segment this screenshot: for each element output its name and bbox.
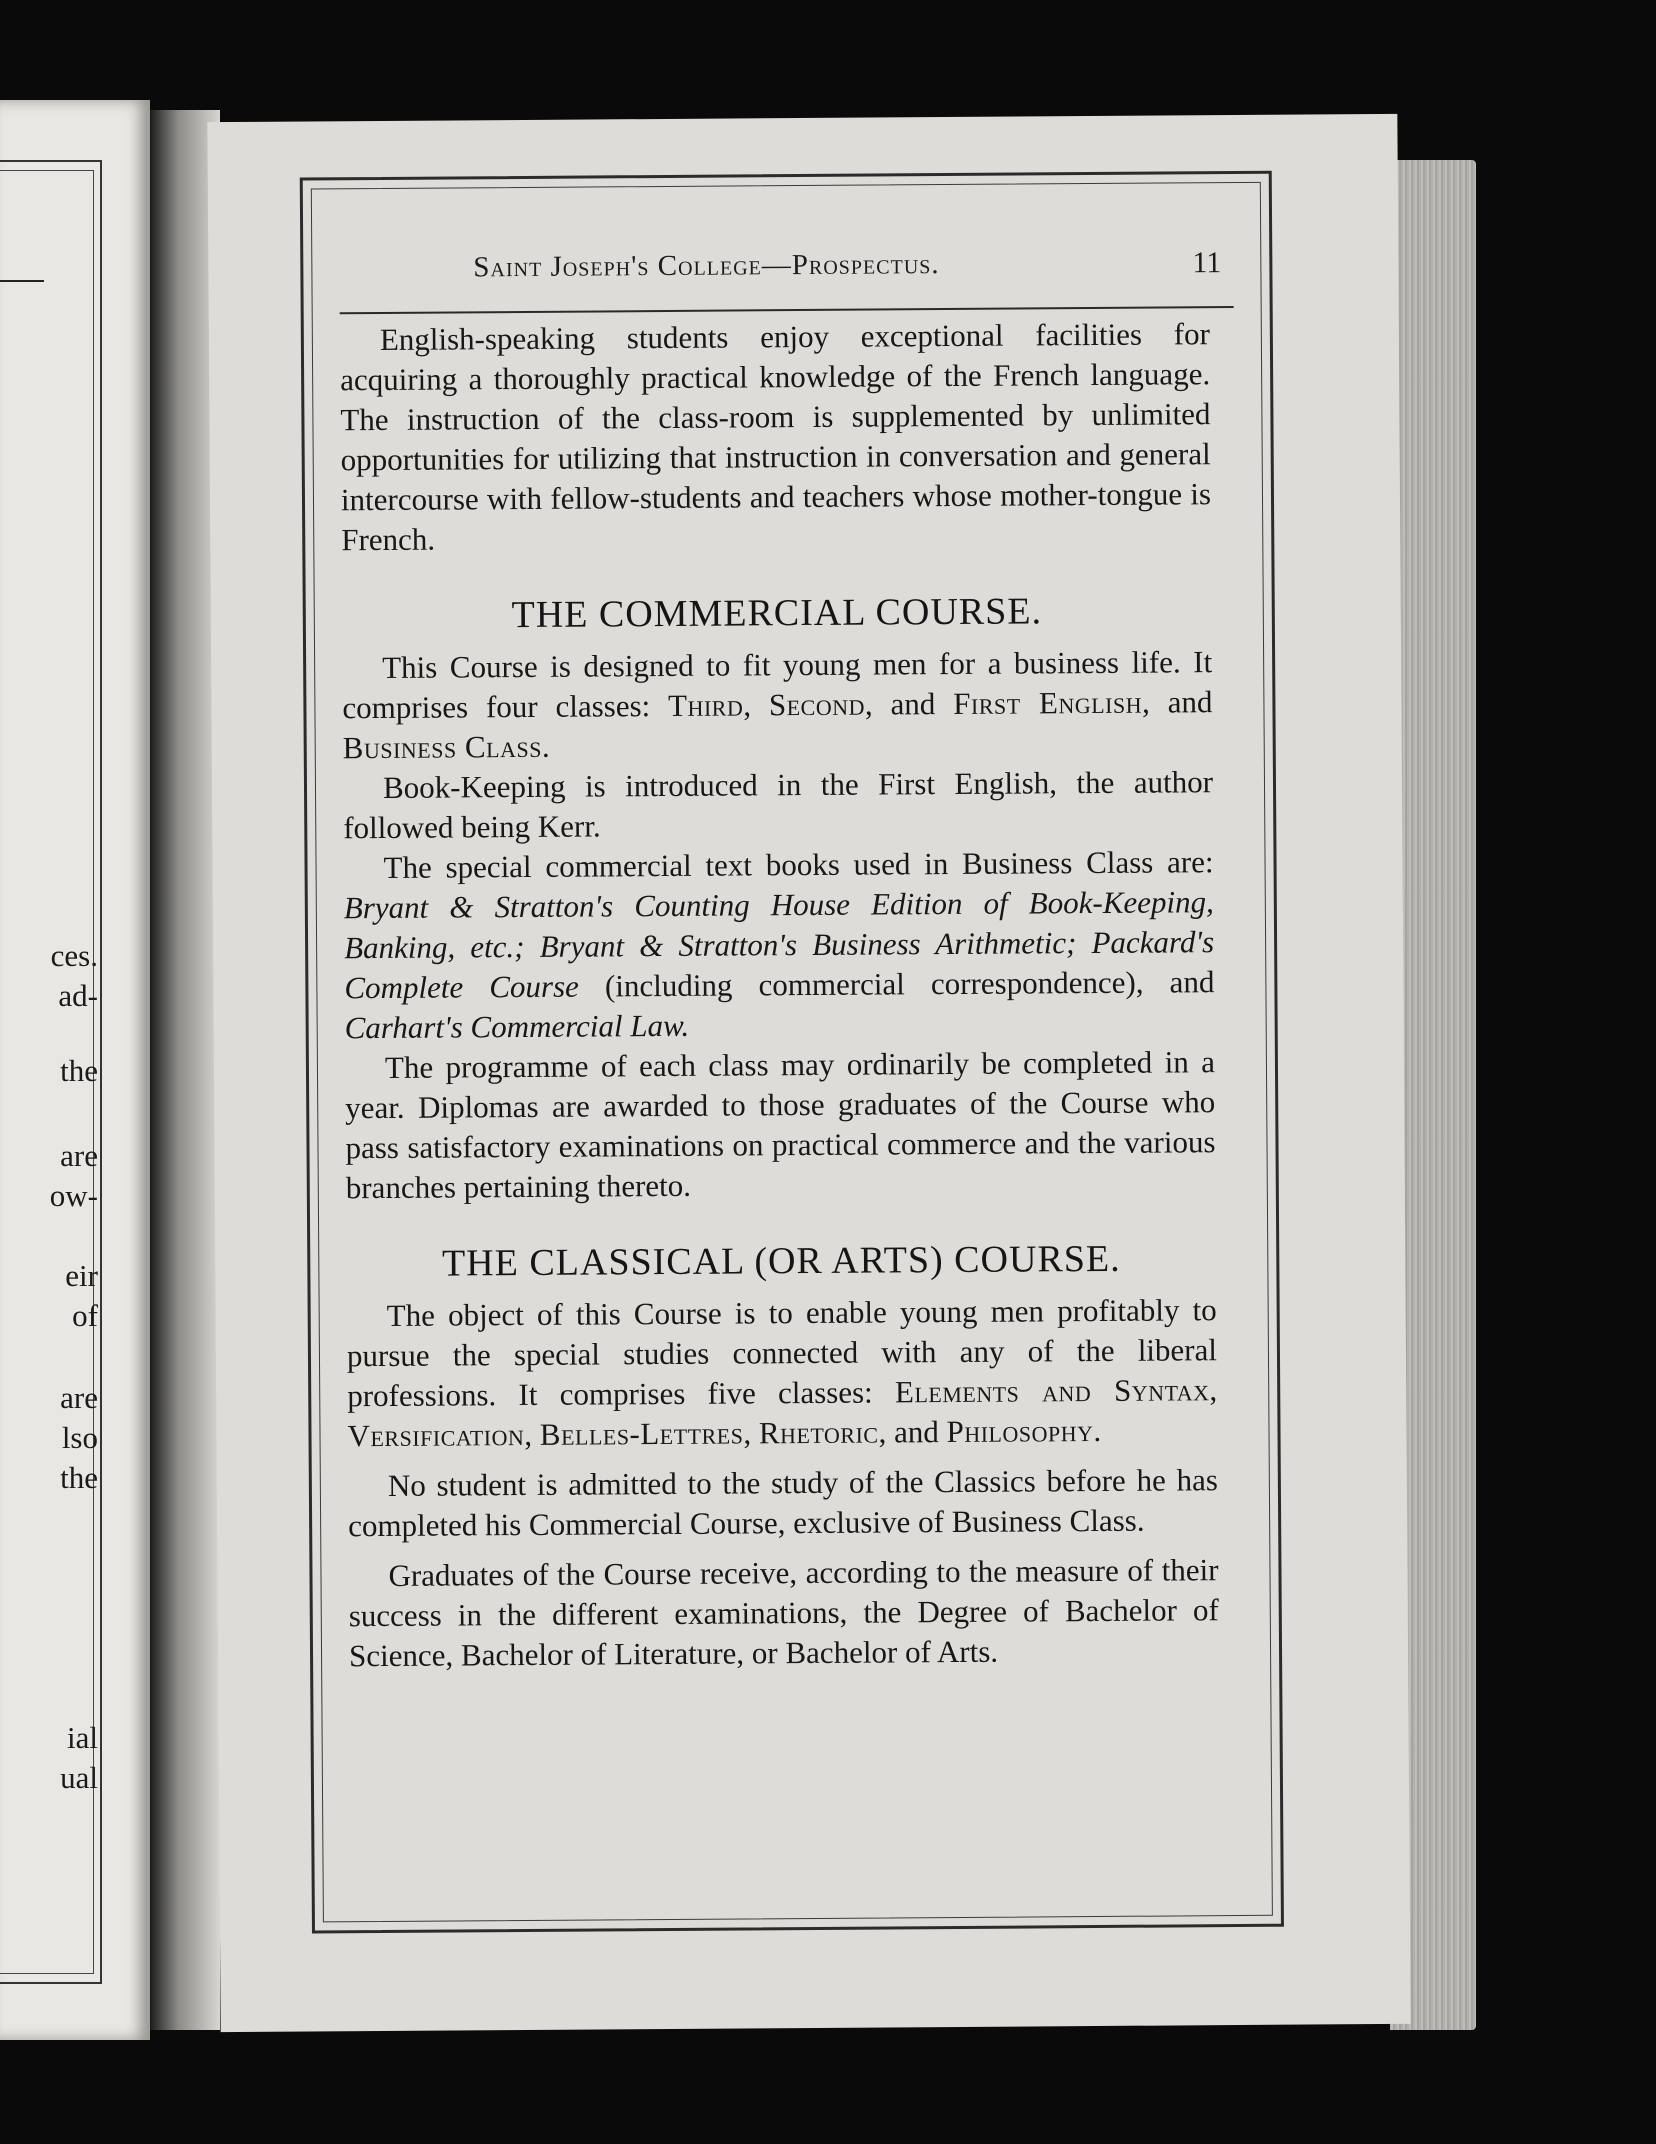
class-elements-syntax: Elements and Syntax <box>894 1372 1210 1410</box>
intro-paragraph: English-speaking students enjoy exceptional facilities for acquiring a thoroughly practical knowledge of the French language. The instruction of the class-room is supplemented by unlimited opportunities for utilizing that instruction in conversation and general intercourse with fellow-students and teachers whose mother-tongue is French. <box>340 316 1212 558</box>
class-business: Business Class <box>342 728 542 766</box>
right-page <box>207 114 1410 2032</box>
page-border-outer <box>300 171 1284 1934</box>
separator: , <box>1209 1372 1218 1408</box>
left-page-fragment: ial <box>67 1720 98 1755</box>
separator: , <box>524 1416 540 1452</box>
class-third: Third <box>667 687 744 723</box>
classical-paragraph-1 <box>347 1290 1218 1456</box>
classical-p1-text: The object of this Course is to enable young men profitably to pursue the special studies connected with any of the liberal professions. It comprises five classes: <box>346 1292 1218 1414</box>
commercial-paragraph-2: Book-Keeping is introduced in the First English, the author followed being Kerr. <box>343 764 1214 846</box>
commercial-p3-text: The special commercial text books used in Business Class are: <box>383 844 1214 885</box>
page-header <box>303 246 1269 313</box>
left-page-head-rule <box>0 280 44 282</box>
left-page-fragment: eir <box>65 1258 98 1293</box>
commercial-p3-mid: (including commercial correspondence), and <box>578 964 1215 1004</box>
left-page-fragment: of <box>72 1298 98 1333</box>
sentence-end: . <box>1093 1412 1102 1449</box>
class-philosophy: Philosophy <box>946 1413 1094 1450</box>
separator: , <box>743 687 770 723</box>
classical-paragraph-3: Graduates of the Course receive, according to the measure of their success in the different examinations, the Degree of Bachelor of Science, Bachelor of Literature, or Bachelor of Arts. <box>348 1552 1219 1674</box>
left-page-fragment: the <box>60 1053 98 1088</box>
class-second: Second <box>768 686 866 723</box>
classical-paragraph-2: No student is admitted to the study of the Classics before he has completed his Commercial Course, exclusive of Business Class. <box>348 1462 1218 1544</box>
separator: , <box>743 1415 760 1451</box>
commercial-paragraph-3 <box>343 842 1214 1048</box>
sentence-end: . <box>541 728 550 764</box>
page-number: 11 <box>1192 246 1222 280</box>
page-body <box>340 314 1219 1676</box>
left-page-fragment: ow- <box>49 1178 98 1213</box>
separator: , and <box>878 1414 947 1450</box>
left-page-fragment: ad- <box>58 978 98 1013</box>
textbook-law: Carhart's Commercial Law. <box>344 1007 690 1046</box>
class-rhetoric: Rhetoric <box>758 1414 879 1451</box>
left-page-fragment: lso <box>61 1420 98 1455</box>
separator: , and <box>1141 684 1213 720</box>
left-page-fragment: are <box>60 1138 98 1173</box>
separator: , and <box>864 685 954 722</box>
textbook-list: Bryant & Stratton's Counting House Edition of Book-Keeping, Banking, etc.; Bryant & Stratton's Business Arithmetic; Packard's Complete Course <box>343 884 1215 1006</box>
left-page-fragment: are <box>60 1380 98 1415</box>
class-versification: Versification <box>347 1416 525 1454</box>
left-page-fragment: the <box>60 1460 98 1495</box>
commercial-paragraph-4: The programme of each class may ordinarily be completed in a year. Diplomas are awarded to those graduates of the Course who pass satisfactory examinations on practical commerce and the various branches pertaining thereto. <box>345 1044 1216 1206</box>
left-page-fragment: ual <box>60 1760 98 1795</box>
class-belles-lettres: Belles-Lettres <box>539 1415 744 1452</box>
class-first-english: First English <box>953 684 1143 721</box>
left-facing-page <box>0 100 150 2040</box>
commercial-p1-text: This Course is designed to fit young men for a business life. It comprises four classes: <box>342 644 1213 726</box>
commercial-paragraph-1 <box>342 642 1213 768</box>
commercial-course-heading: THE COMMERCIAL COURSE. <box>511 590 1043 637</box>
running-head: Saint Joseph's College—Prospectus. <box>473 248 940 284</box>
left-page-fragment: ces. <box>50 938 98 973</box>
classical-course-heading: THE CLASSICAL (OR ARTS) COURSE. <box>441 1237 1121 1285</box>
